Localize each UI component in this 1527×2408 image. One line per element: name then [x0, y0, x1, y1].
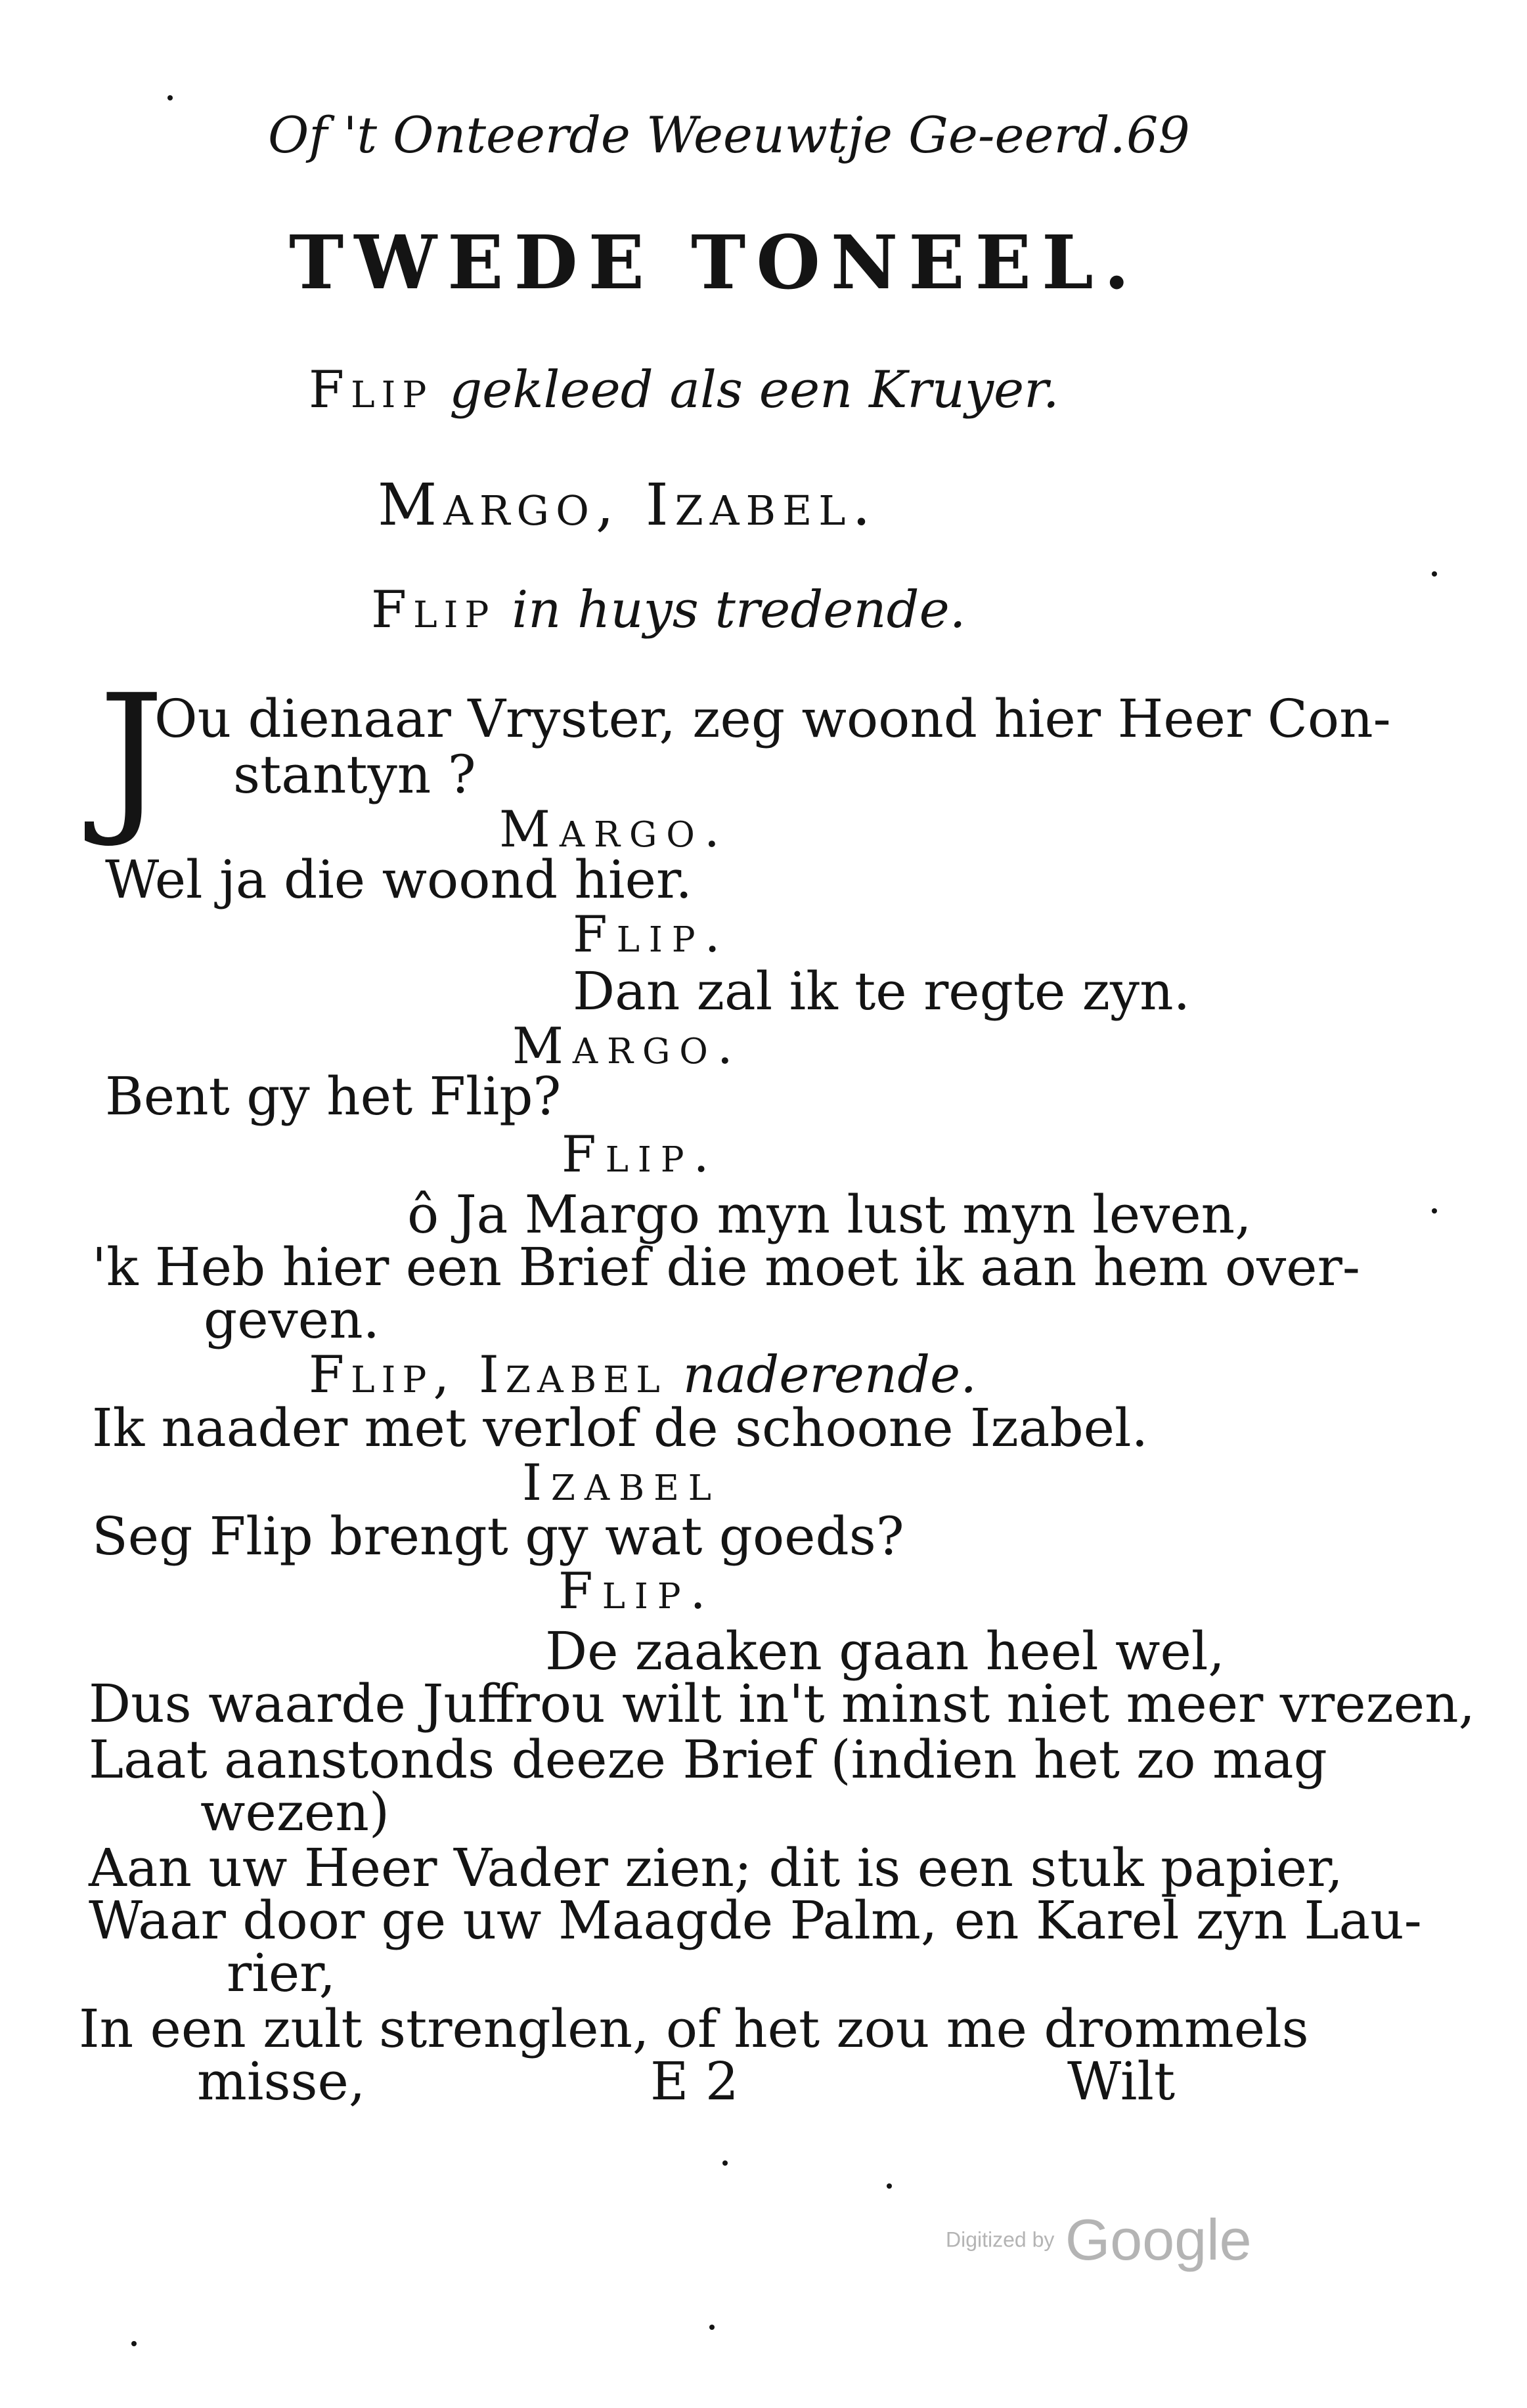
ink-speck	[167, 95, 173, 100]
google-watermark	[946, 2206, 1252, 2273]
verse-line: 'k Heb hier een Brief die moet ik aan hem over-	[92, 1237, 1360, 1298]
ink-speck	[1432, 571, 1437, 577]
ink-speck	[887, 2183, 892, 2189]
verse-line: In een zult strenglen, of het zou me drommels	[79, 1998, 1309, 2059]
verse-line: Ik naader met verlof de schoone Izabel.	[92, 1397, 1149, 1458]
verse-line: ô Ja Margo myn lust myn leven,	[407, 1184, 1252, 1245]
verse-line: Waar door ge uw Maagde Palm, en Karel zyn Lau-	[89, 1890, 1422, 1951]
verse-line: Wel ja die woond hier.	[105, 849, 692, 910]
stage-direction-entrance	[371, 580, 966, 640]
stage-direction-name: Flip	[371, 580, 496, 640]
verse-line: Dus waarde Juffrou wilt in't minst niet meer vrezen,	[89, 1673, 1476, 1734]
catchword: Wilt	[1067, 2051, 1176, 2112]
drop-cap: J	[99, 659, 165, 850]
verse-line: Dan zal ik te regte zyn.	[573, 961, 1191, 1022]
scene-title: TWEDE TONEEL.	[289, 220, 1140, 306]
verse-line: stantyn ?	[233, 744, 476, 805]
stage-direction-characters: Margo, Izabel.	[378, 471, 877, 538]
verse-line: Bent gy het Flip?	[105, 1066, 562, 1127]
verse-line: Aan uw Heer Vader zien; dit is een stuk papier,	[89, 1837, 1343, 1898]
watermark-small-text: Digitized by	[946, 2227, 1055, 2252]
ink-speck	[1432, 1208, 1437, 1214]
verse-line: Laat aanstonds deeze Brief (indien het zo mag	[89, 1729, 1327, 1790]
ink-speck	[722, 2160, 728, 2166]
verse-line: misse,	[197, 2051, 366, 2112]
verse-line: Ou dienaar Vryster, zeg woond hier Heer Con-	[154, 688, 1391, 749]
verse-line: wezen)	[200, 1782, 390, 1843]
speaker-name: Izabel	[522, 1453, 720, 1512]
stage-direction-text: gekleed als een Kruyer.	[449, 361, 1059, 420]
speaker-name: Flip.	[558, 1562, 715, 1620]
stage-direction-text: in huys tredende.	[512, 580, 966, 640]
verse-line: geven.	[204, 1289, 380, 1350]
stage-direction-costume	[309, 361, 1059, 420]
speaker-name: Margo.	[512, 1017, 742, 1075]
signature-mark: E 2	[650, 2051, 739, 2112]
running-title: Of 't Onteerde Weeuwtje Ge-eerd.	[268, 106, 1126, 164]
speaker-name: Flip.	[573, 905, 730, 963]
watermark-brand: Google	[1065, 2207, 1252, 2272]
verse-line: Seg Flip brengt gy wat goeds?	[92, 1506, 904, 1567]
ink-speck	[709, 2325, 715, 2330]
speaker-name: Flip.	[562, 1125, 719, 1183]
stage-direction-text: naderende.	[682, 1346, 977, 1405]
speaker-name: Margo.	[499, 800, 729, 858]
stage-direction-name: Flip, Izabel	[309, 1346, 667, 1405]
stage-direction-approach	[309, 1346, 977, 1405]
stage-direction-name: Flip	[309, 361, 433, 420]
verse-line: rier,	[227, 1942, 336, 2003]
ink-speck	[131, 2341, 137, 2346]
verse-line: De zaaken gaan heel wel,	[545, 1621, 1225, 1682]
page-number: 69	[1126, 106, 1190, 164]
